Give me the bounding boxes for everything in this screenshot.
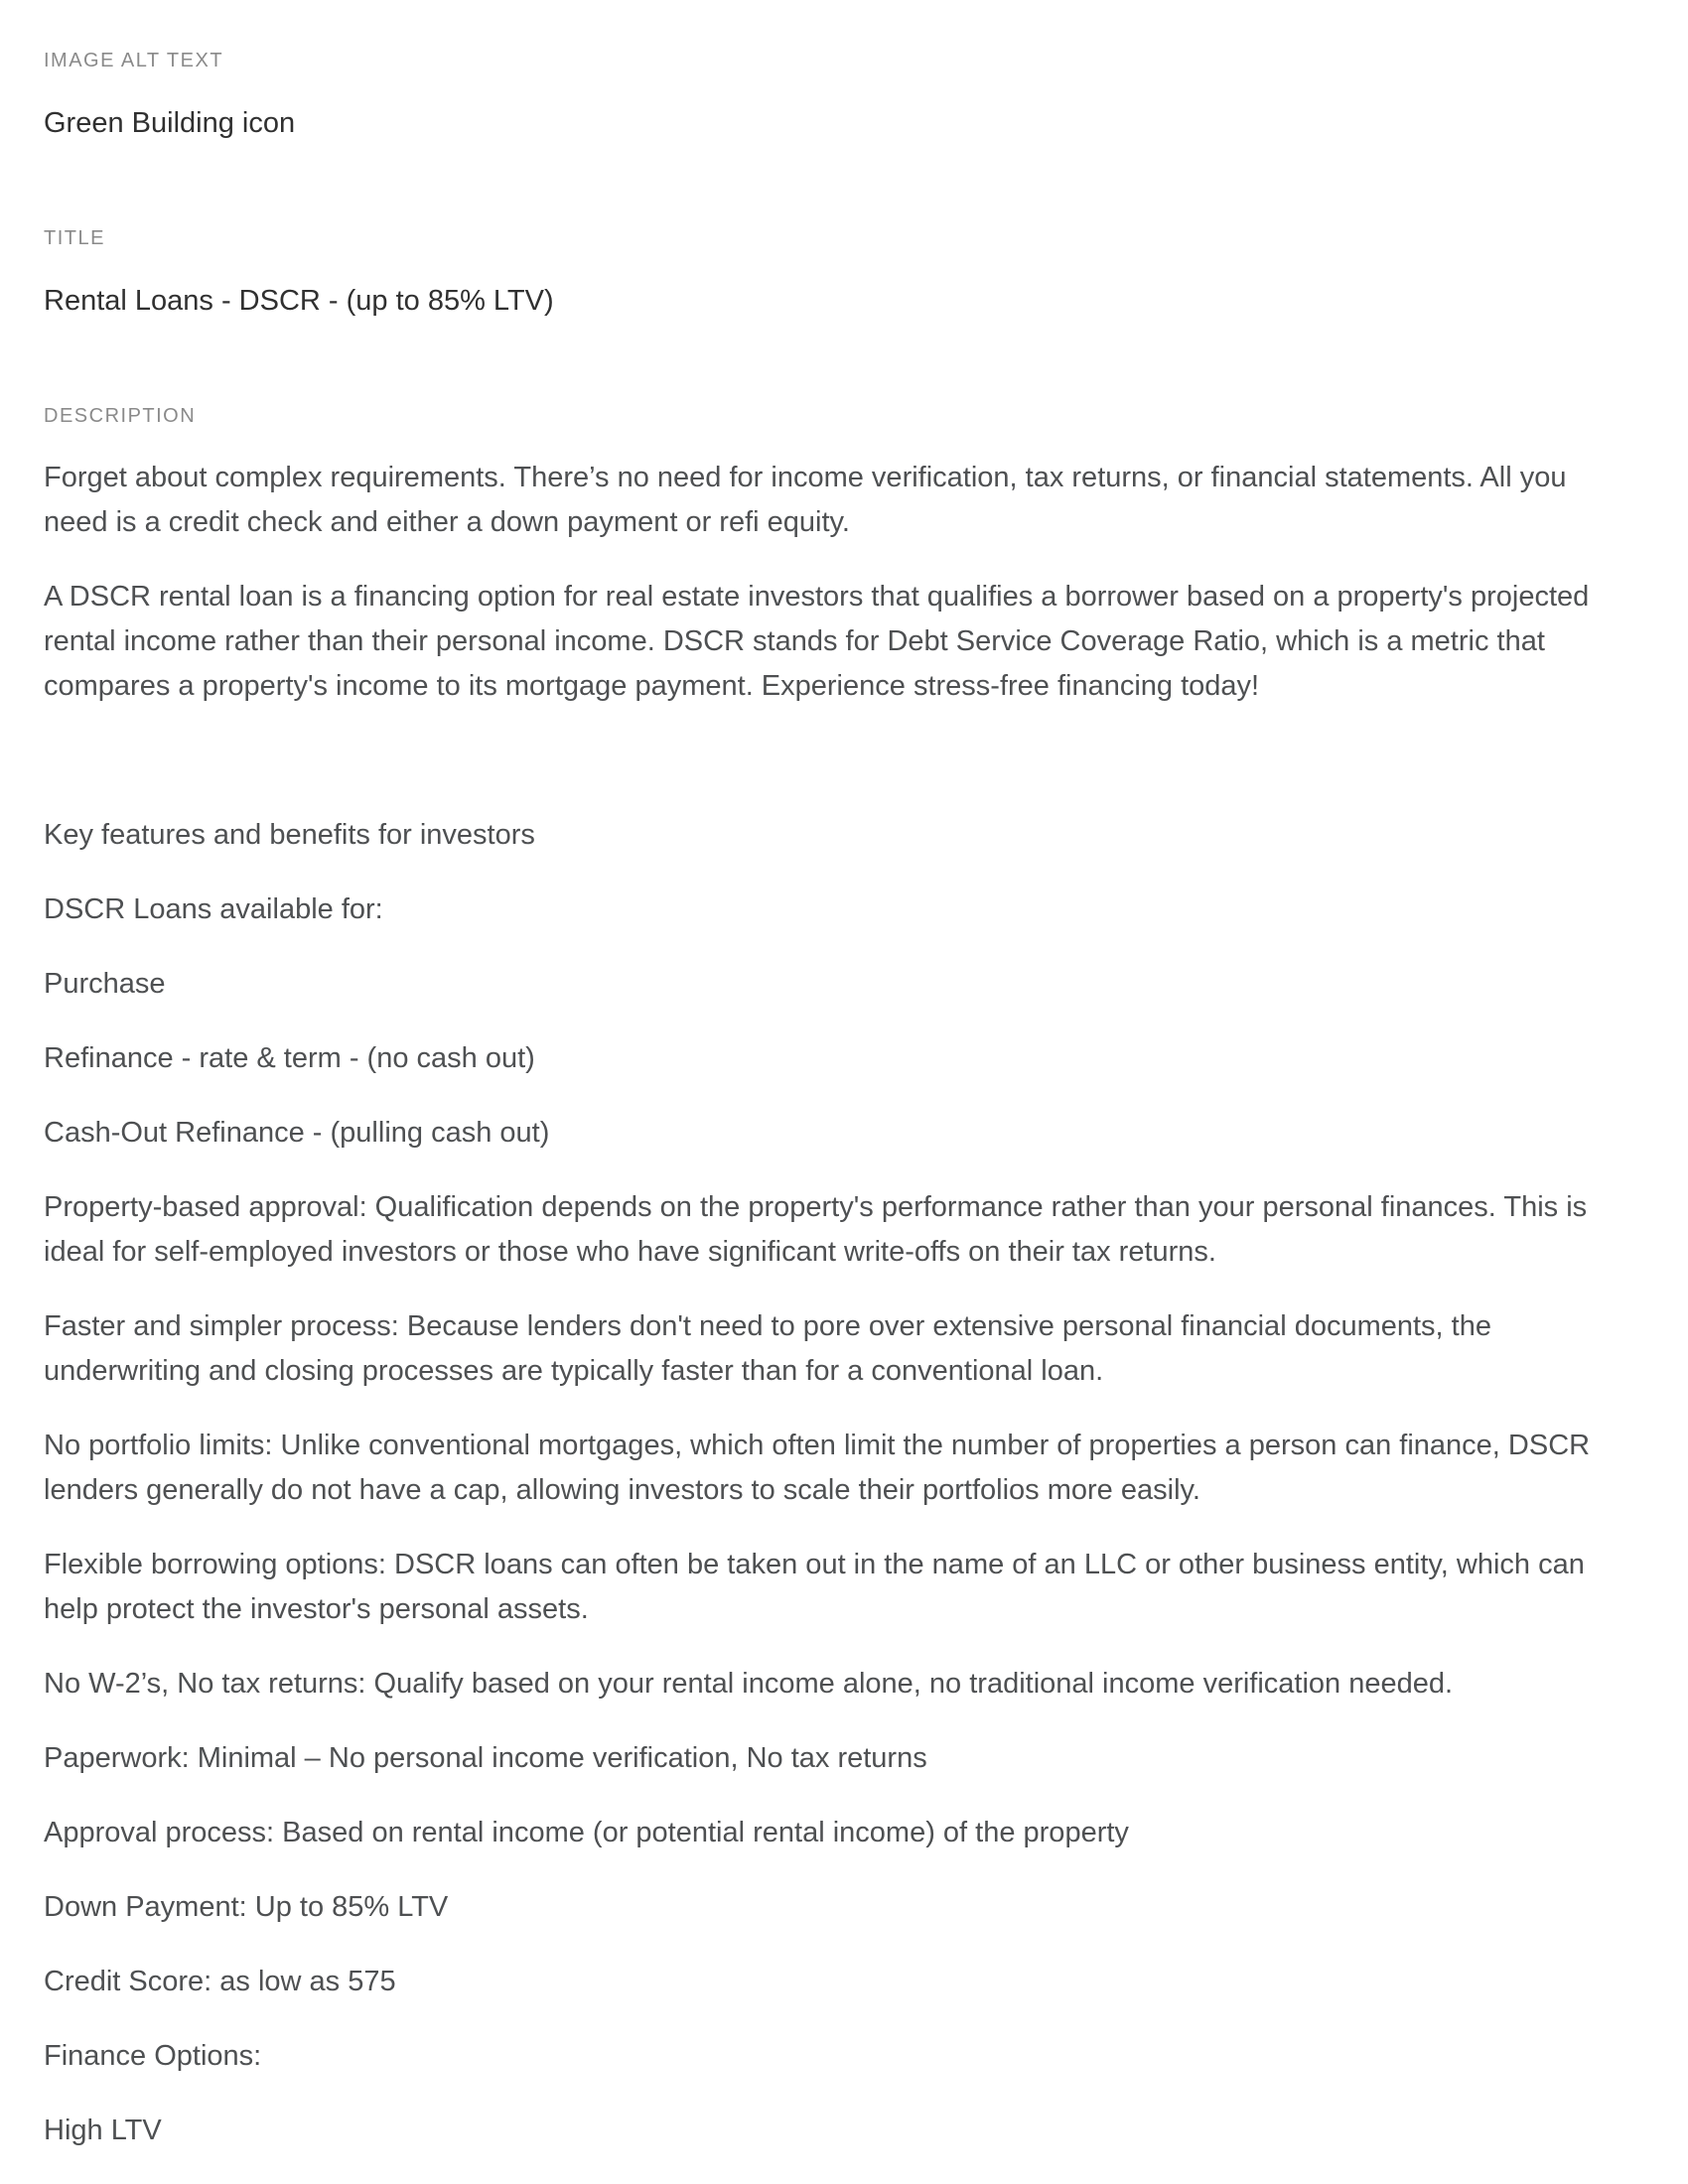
description-paragraph: Flexible borrowing options: DSCR loans can often be taken out in the name of an LLC or other business entity, which can help protect the investor's personal assets. bbox=[44, 1549, 1585, 1625]
description-paragraph: No portfolio limits: Unlike conventional mortgages, which often limit the number of properties a person can finance, DSCR lenders generally do not have a cap, allowing investors to scale their portfolios more easily. bbox=[44, 1430, 1591, 1506]
description-paragraph: Finance Options: bbox=[44, 2040, 262, 2072]
description-paragraph: Faster and simpler process: Because lenders don't need to pore over extensive personal financial documents, the underwriting and closing processes are typically faster than for a conventional loan. bbox=[44, 1310, 1491, 1387]
description-paragraph: Down Payment: Up to 85% LTV bbox=[44, 1891, 449, 1923]
description-paragraph: Approval process: Based on rental income (or potential rental income) of the property bbox=[44, 1817, 1129, 1848]
description-value bbox=[44, 456, 1638, 2153]
description-paragraph: Paperwork: Minimal – No personal income verification, No tax returns bbox=[44, 1742, 927, 1774]
description-paragraph: A DSCR rental loan is a financing option for real estate investors that qualifies a borrower based on a property's projected rental income rather than their personal income. DSCR stands for Debt Service Coverage Ratio, which is a metric that compares a property's income to its mortgage payment. Experience stress-free financing today! bbox=[44, 581, 1590, 702]
description-paragraph: Cash-Out Refinance - (pulling cash out) bbox=[44, 1117, 550, 1149]
image-alt-text-label: IMAGE ALT TEXT bbox=[44, 50, 224, 71]
description-paragraph: Key features and benefits for investors bbox=[44, 819, 535, 851]
title-value: Rental Loans - DSCR - (up to 85% LTV) bbox=[44, 285, 554, 317]
field-description bbox=[44, 405, 1638, 2153]
field-image-alt-text bbox=[44, 50, 1638, 140]
description-paragraph: Property-based approval: Qualification depends on the property's performance rather than your personal finances. This is ideal for self-employed investors or those who have significant write-offs on their tax returns. bbox=[44, 1191, 1588, 1268]
description-paragraph: Credit Score: as low as 575 bbox=[44, 1966, 396, 1997]
description-paragraph: Purchase bbox=[44, 968, 166, 1000]
description-paragraph bbox=[44, 739, 1637, 783]
description-paragraph: DSCR Loans available for: bbox=[44, 893, 383, 925]
description-label: DESCRIPTION bbox=[44, 405, 197, 427]
image-alt-text-value: Green Building icon bbox=[44, 107, 296, 139]
description-paragraph: Forget about complex requirements. There’s no need for income verification, tax returns, or financial statements. All you need is a credit check and either a down payment or refi equity. bbox=[44, 462, 1567, 538]
description-paragraph: Refinance - rate & term - (no cash out) bbox=[44, 1042, 535, 1074]
description-paragraph: No W-2’s, No tax returns: Qualify based on your rental income alone, no traditional income verification needed. bbox=[44, 1668, 1454, 1700]
description-paragraph: High LTV bbox=[44, 2115, 162, 2146]
field-title bbox=[44, 227, 1638, 318]
title-label: TITLE bbox=[44, 227, 105, 249]
